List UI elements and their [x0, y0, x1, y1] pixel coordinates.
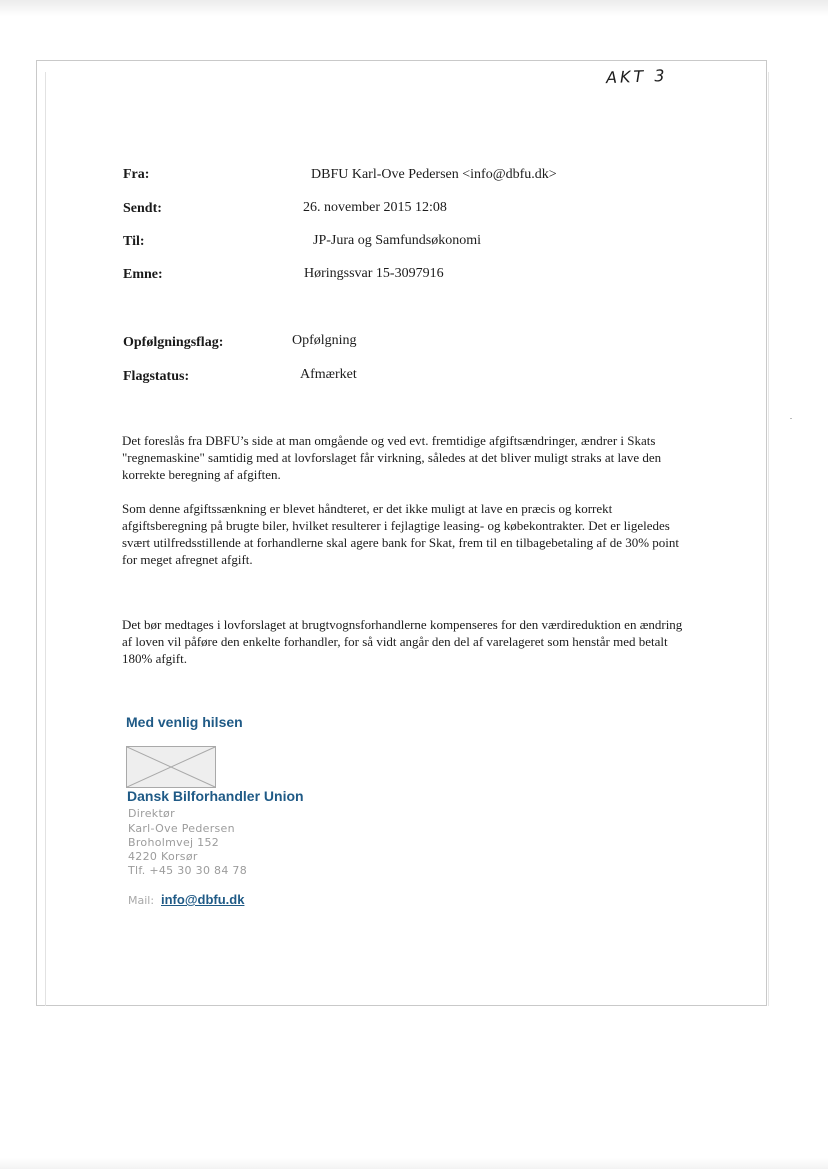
subject-label: Emne:	[123, 267, 163, 282]
frame-inner-line-right	[768, 72, 769, 1006]
scan-speck	[790, 418, 792, 419]
body-paragraph-3: Det bør medtages i lovforslaget at brugtvognsforhandlerne kompenseres for den værdireduktion en ændring af loven vil påføre den enkelte forhandler, for så vidt angår den del af varelageret som henstår med betalt 180% afgift.	[122, 617, 683, 666]
company-name: Dansk Bilforhandler Union	[127, 788, 304, 804]
sent-value: 26. november 2015 12:08	[303, 200, 447, 215]
to-value: JP-Jura og Samfundsøkonomi	[313, 233, 481, 248]
signature-city: 4220 Korsør	[128, 850, 198, 863]
from-value: DBFU Karl-Ove Pedersen <info@dbfu.dk>	[311, 167, 557, 182]
from-label: Fra:	[123, 167, 150, 182]
flag-status-value: Afmærket	[300, 367, 357, 382]
followup-flag-value: Opfølgning	[292, 333, 357, 348]
sent-label: Sendt:	[123, 201, 162, 216]
subject-value: Høringssvar 15-3097916	[304, 266, 444, 281]
flag-status-label: Flagstatus:	[123, 369, 190, 384]
followup-flag-label: Opfølgningsflag:	[123, 335, 224, 350]
broken-image-placeholder-icon	[126, 746, 216, 788]
to-label: Til:	[123, 234, 145, 249]
signature-name: Karl-Ove Pedersen	[128, 822, 235, 835]
signature-phone: Tlf. +45 30 30 84 78	[128, 864, 248, 877]
scan-edge-bottom	[0, 1158, 828, 1169]
body-paragraph-1: Det foreslås fra DBFU’s side at man omgående og ved evt. fremtidige afgiftsændringer, ændrer i Skats "regnemaskine" samtidig med at lovforslaget får virkning, således at det bliver muligt straks at lave den korrekte beregning af afgiften.	[122, 433, 662, 482]
handwritten-annotation: AKT 3	[605, 65, 668, 88]
scan-edge-top	[0, 0, 828, 16]
signature-street: Broholmvej 152	[128, 836, 220, 849]
email-link[interactable]: info@dbfu.dk	[161, 892, 245, 907]
mail-label: Mail:	[128, 894, 155, 907]
frame-inner-line-left	[45, 72, 46, 1006]
greeting: Med venlig hilsen	[126, 714, 243, 730]
signature-title: Direktør	[128, 807, 175, 820]
body-paragraph-2: Som denne afgiftssænkning er blevet håndteret, er det ikke muligt at lave en præcis og korrekt afgiftsberegning på brugte biler, hvilket resulterer i fejlagtige leasing- og købekontrakter. Det er ligeledes svært utilfredsstillende at forhandlerne skal agere bank for Skat, frem til en tilbagebetaling af de 30% point for meget afregnet afgift.	[122, 501, 680, 567]
